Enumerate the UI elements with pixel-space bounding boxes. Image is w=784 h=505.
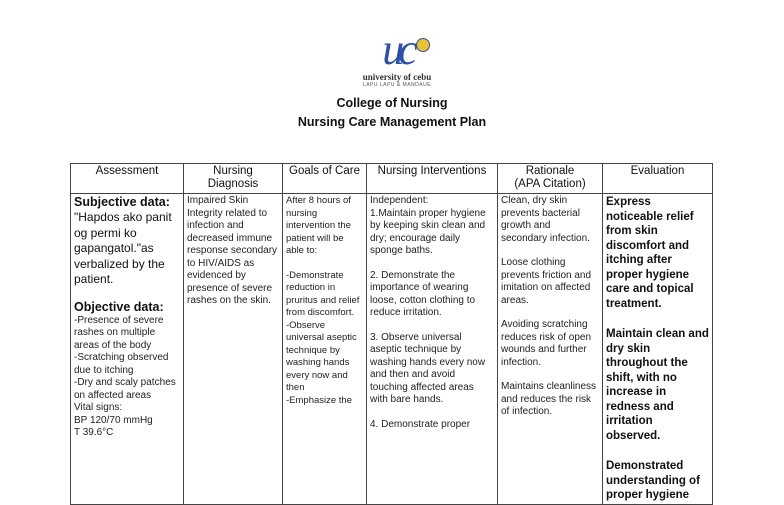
objective-item: -Presence of severe rashes on multiple areas of the body [74, 314, 164, 351]
rationale-item: Clean, dry skin prevents bacterial growth and secondary infection. [501, 195, 590, 244]
subjective-text: "Hapdos ako panit og permi ko gapangatol."as verbalized by the patient. [74, 210, 172, 286]
objective-item: -Scratching observed due to itching [74, 352, 169, 376]
objective-item: -Dry and scaly patches on affected areas [74, 377, 176, 401]
document-title: Nursing Care Management Plan [297, 115, 487, 129]
evaluation-cell [603, 194, 713, 505]
goals-intro: After 8 hours of nursing intervention the patient will be able to: [286, 195, 351, 256]
interventions-cell [367, 194, 498, 505]
goal-item: -Emphasize the [286, 394, 353, 406]
logo-name: university of cebu [362, 72, 432, 82]
rationale-item: Avoiding scratching reduces risk of open wounds and further infection. [501, 319, 592, 368]
college-title: College of Nursing [336, 96, 448, 110]
objective-item: BP 120/70 mmHg [74, 414, 153, 426]
objective-item: T 39.6°C [74, 427, 114, 438]
col-diagnosis: Nursing Diagnosis [184, 164, 283, 194]
intervention-item: 4. Demonstrate proper [370, 418, 471, 430]
interventions-heading: Independent: [370, 195, 429, 206]
goals-cell [283, 194, 367, 505]
goal-item: -Observe universal aseptic technique by washing hands every now and then [286, 319, 357, 393]
rationale-item: Loose clothing prevents friction and imitation on affected areas. [501, 257, 592, 306]
goal-item: -Demonstrate reduction in pruritus and relief from discomfort. [286, 269, 360, 318]
rationale-cell [498, 194, 603, 505]
col-rationale: Rationale (APA Citation) [498, 164, 603, 194]
objective-heading: Objective data: [74, 299, 164, 314]
col-goals: Goals of Care [283, 164, 367, 194]
evaluation-item: Demonstrated understanding of proper hygiene [606, 460, 700, 501]
col-interventions: Nursing Interventions [367, 164, 498, 194]
university-logo [358, 25, 436, 104]
evaluation-item: Maintain clean and dry skin throughout the shift, with no increase in redness and irritation observed. [606, 328, 709, 442]
objective-item: Vital signs: [74, 402, 123, 413]
assessment-cell [71, 194, 184, 505]
logo-subtitle: LAPU LAPU & MANDAUE [362, 82, 432, 88]
intervention-item: 3. Observe universal aseptic technique by washing hands every now and then and avoid touching affected areas with bare hands. [370, 331, 486, 405]
care-plan-table [70, 163, 713, 505]
rationale-item: Maintains cleanliness and reduces the risk of infection. [501, 381, 597, 417]
evaluation-item: Express noticeable relief from skin discomfort and itching after proper hygiene care and topical treatment. [606, 196, 694, 310]
subjective-heading: Subjective data: [74, 195, 170, 209]
intervention-item: 1.Maintain proper hygiene by keeping skin clean and dry; encourage daily sponge baths. [370, 207, 486, 256]
diagnosis-text: Impaired Skin Integrity related to infection and decreased immune response secondary to HIV/AIDS as evidenced by presence of severe rashes on the skin. [187, 195, 278, 306]
table-header-row [71, 164, 713, 194]
diagnosis-cell [184, 194, 283, 505]
table-row [71, 194, 713, 505]
col-assessment: Assessment [71, 164, 184, 194]
logo-mark: uc [382, 25, 412, 74]
logo-seal-icon [416, 38, 430, 52]
col-evaluation: Evaluation [603, 164, 713, 194]
intervention-item: 2. Demonstrate the importance of wearing loose, cotton clothing to reduce irritation. [370, 269, 476, 318]
